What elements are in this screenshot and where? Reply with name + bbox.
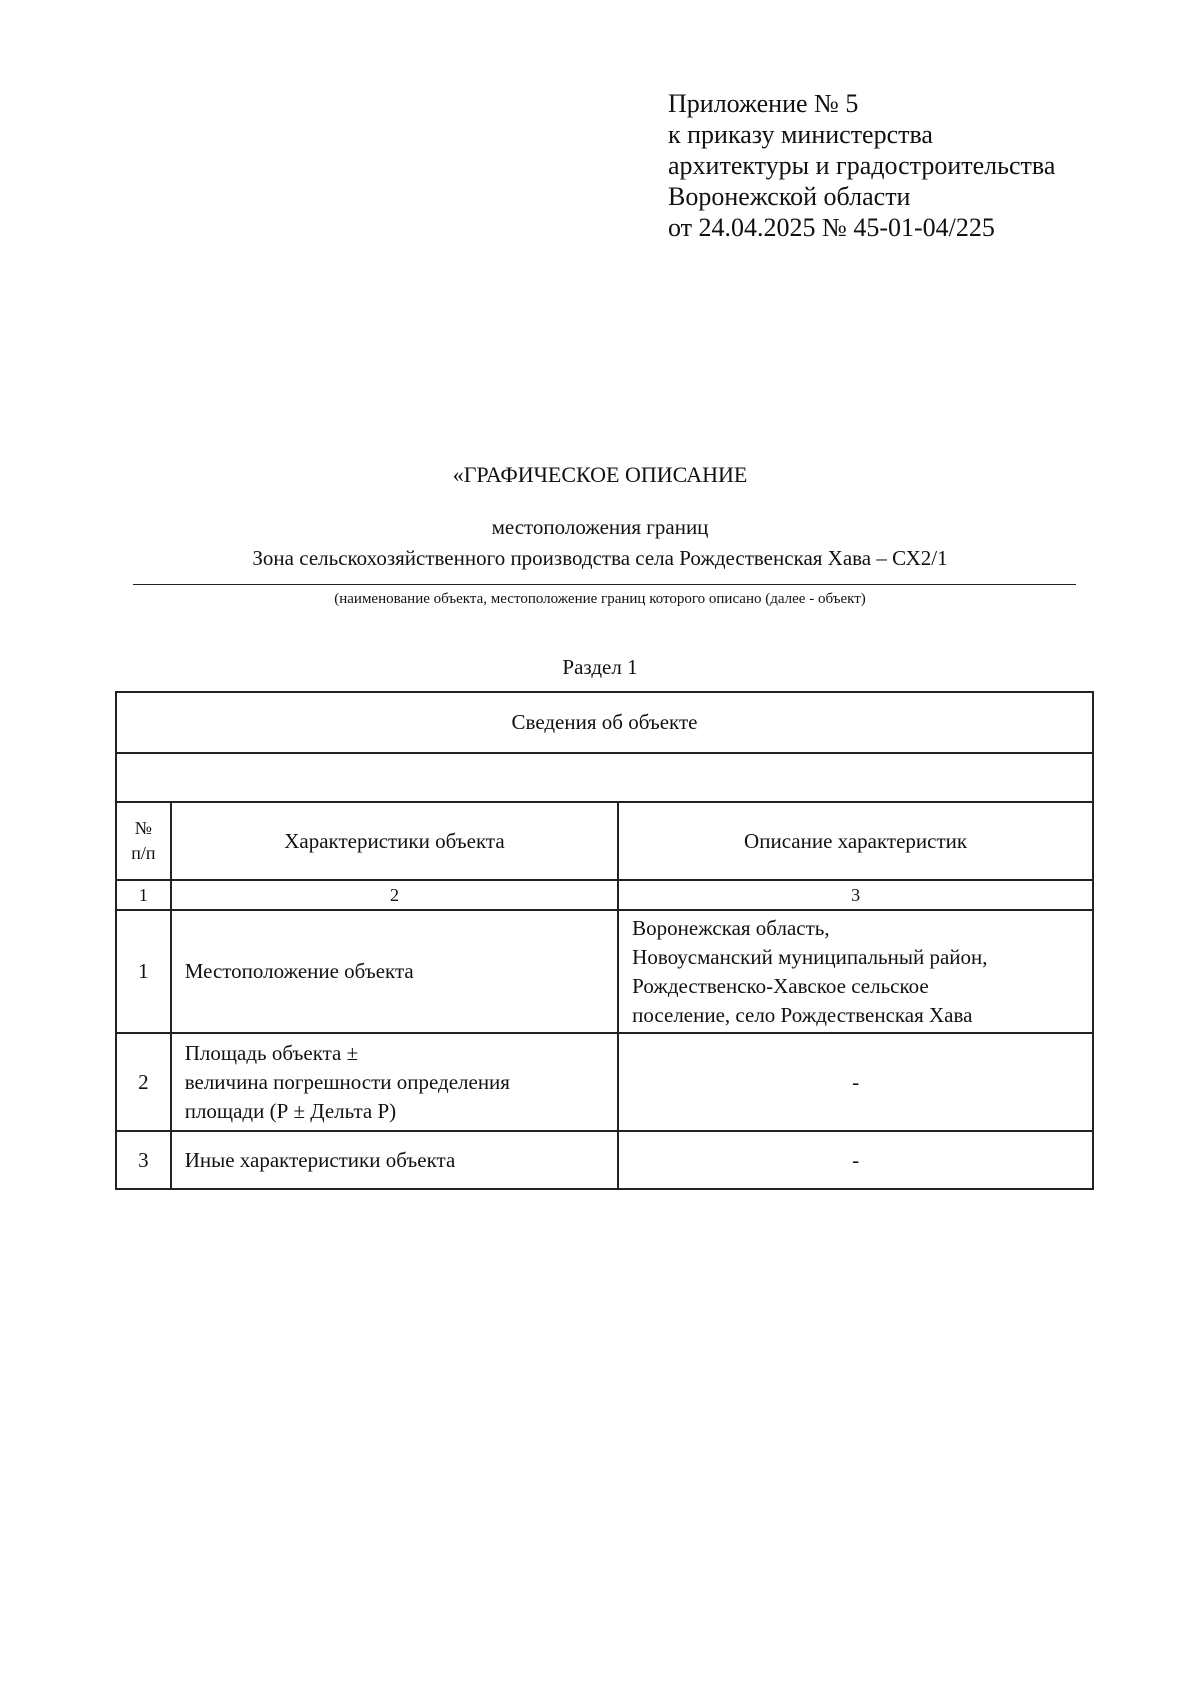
appendix-line: от 24.04.2025 № 45-01-04/225 (668, 213, 995, 242)
col-header-num-line: № (134, 818, 152, 838)
table-row (116, 910, 1093, 1033)
underline-rule (133, 584, 1076, 585)
row-number: 2 (116, 1033, 171, 1131)
row-value-line: Новоусманский муниципальный район, (632, 944, 988, 969)
appendix-line: к приказу министерства (668, 120, 933, 149)
row-number: 3 (116, 1131, 171, 1189)
table-row (116, 1131, 1093, 1189)
row-number: 1 (116, 910, 171, 1033)
row-value (618, 910, 1093, 1033)
row-value-line: Воронежская область, (632, 915, 830, 940)
table-header-row (116, 692, 1093, 753)
table-columns-row (116, 802, 1093, 880)
colnum-cell: 2 (171, 880, 618, 910)
row-label: Иные характеристики объекта (171, 1131, 618, 1189)
appendix-line: архитектуры и градостроительства (668, 151, 1056, 180)
object-info-table (115, 691, 1094, 1190)
appendix-block (668, 88, 1055, 243)
document-title: «ГРАФИЧЕСКОЕ ОПИСАНИЕ (452, 462, 748, 487)
table-row (116, 1033, 1093, 1131)
table-colnum-row (116, 880, 1093, 910)
row-value-line: поселение, село Рождественская Хава (632, 1002, 973, 1027)
empty-cell (116, 753, 1093, 802)
table-header: Сведения об объекте (116, 692, 1093, 753)
appendix-line: Приложение № 5 (668, 89, 859, 118)
table-empty-row (116, 753, 1093, 802)
col-header-characteristics: Характеристики объекта (171, 802, 618, 880)
row-label-line: площади (Р ± Дельта Р) (184, 1098, 397, 1123)
appendix-line: Воронежской области (668, 182, 911, 211)
row-label-line: величина погрешности определения (184, 1069, 510, 1094)
row-value-line: Рождественско-Хавское сельское (632, 973, 929, 998)
document-subtitle: местоположения границ (491, 515, 709, 539)
colnum-cell: 3 (618, 880, 1093, 910)
row-value: - (618, 1033, 1093, 1131)
row-label: Местоположение объекта (171, 910, 618, 1033)
row-label (171, 1033, 618, 1131)
col-header-description: Описание характеристик (618, 802, 1093, 880)
section-title: Раздел 1 (562, 655, 638, 679)
object-name: Зона сельскохозяйственного производства села Рождественская Хава – СХ2/1 (252, 546, 948, 570)
row-value: - (618, 1131, 1093, 1189)
rule-caption: (наименование объекта, местоположение границ которого описано (далее - объект) (334, 591, 866, 607)
colnum-cell: 1 (116, 880, 171, 910)
row-label-line: Площадь объекта ± (184, 1040, 359, 1065)
col-header-num-line: п/п (131, 843, 156, 863)
col-header-num (116, 802, 171, 880)
